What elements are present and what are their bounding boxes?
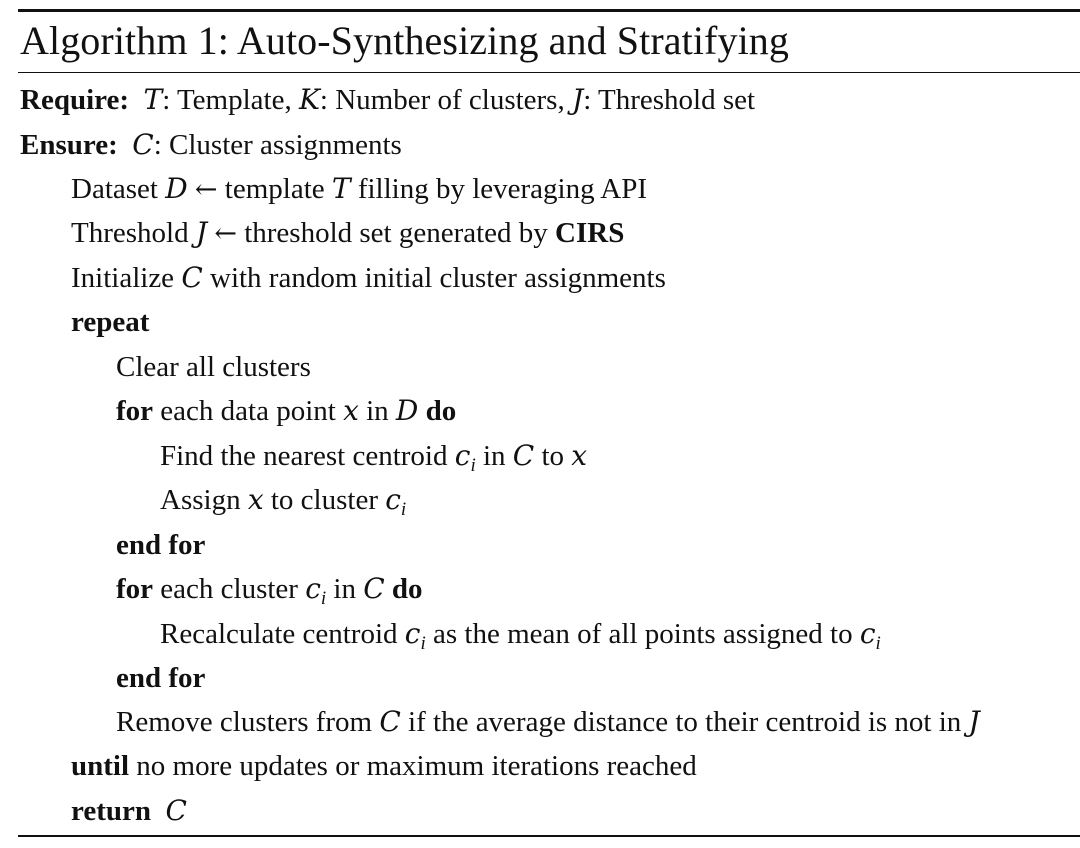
initialize-post: with random initial cluster assignments [202,262,666,294]
symbol-c: C [181,261,203,294]
step-clear: Clear all clusters [116,351,311,383]
require-j-text: : Threshold set [583,84,756,116]
left-arrow-icon: ← [194,174,218,205]
step-initialize [71,260,666,296]
symbol-c: c [305,572,321,605]
subscript-i: i [320,588,327,609]
symbol-c: c [404,617,421,650]
for2-mid: in [326,573,364,605]
symbol-d: D [165,172,188,205]
remove-mid: if the average distance to their centroid is not in [400,706,969,738]
symbol-x: x [247,483,264,516]
symbol-j: J [571,83,584,116]
subscript-i: i [420,633,426,654]
find-to: to [534,440,572,472]
for2-pre: each cluster [153,573,306,605]
until-keyword: until [71,750,130,782]
subscript-i: i [400,499,407,520]
top-rule [18,9,1080,12]
do-keyword: do [425,395,457,427]
recalc-mid: as the mean of all points assigned to [425,618,860,650]
algorithm-title: Algorithm 1: Auto-Synthesizing and Stratifying [20,18,789,63]
title-rule [18,72,1080,73]
find-pre: Find the nearest centroid [160,440,455,472]
step-find [160,438,587,474]
for-keyword: for [116,573,154,605]
subscript-i: i [470,455,476,476]
for1-mid: in [358,395,396,427]
symbol-c: c [859,617,876,650]
subscript-i: i [875,633,881,654]
end-for-keyword: end for [116,529,206,561]
symbol-c: c [454,439,471,472]
step-dataset [71,171,647,208]
require-line [20,82,755,118]
cirs-label: CIRS [555,217,625,249]
symbol-c-upper: C [363,572,385,605]
symbol-j: J [195,216,208,249]
end-for-keyword: end for [116,662,206,694]
symbol-d: D [395,394,419,427]
require-k-text: : Number of clusters, [319,84,572,116]
ensure-c-text: : Cluster assignments [153,129,402,161]
bottom-rule [18,835,1080,837]
dataset-mid: template [217,173,332,205]
until-line [71,748,697,784]
dataset-pre: Dataset [71,173,166,205]
for1-pre: each data point [153,395,344,427]
symbol-c-upper: C [165,794,187,827]
dataset-post: filling by leveraging API [350,173,647,205]
symbol-c-upper: C [512,439,535,472]
symbol-k: K [298,83,320,116]
step-recalculate [160,616,881,652]
remove-pre: Remove clusters from [116,706,380,738]
for-data-point [116,393,456,429]
return-line [71,793,187,829]
require-t-text: : Template, [162,84,299,116]
find-mid: in [475,440,513,472]
left-arrow-icon: ← [214,218,237,249]
return-keyword: return [71,795,152,827]
assign-pre: Assign [160,484,248,516]
symbol-c: C [132,128,154,161]
symbol-t: T [331,172,351,205]
ensure-line [20,127,402,163]
symbol-j: J [968,705,980,738]
for-cluster [116,571,423,607]
threshold-mid: threshold set generated by [236,217,556,249]
for-keyword: for [116,395,154,427]
step-assign [160,482,406,518]
step-threshold [71,215,624,252]
symbol-x: x [571,439,588,472]
symbol-t: T [143,83,163,116]
recalc-pre: Recalculate centroid [160,618,405,650]
require-keyword: Require: [20,84,130,116]
symbol-c-upper: C [379,705,401,738]
symbol-x: x [343,394,359,427]
initialize-pre: Initialize [71,262,182,294]
symbol-c: c [385,483,401,516]
until-text: no more updates or maximum iterations reached [129,750,697,782]
do-keyword: do [391,573,423,605]
threshold-pre: Threshold [71,217,196,249]
repeat-keyword: repeat [71,306,150,338]
ensure-keyword: Ensure: [20,129,118,161]
step-remove [116,704,980,740]
assign-mid: to cluster [263,484,386,516]
